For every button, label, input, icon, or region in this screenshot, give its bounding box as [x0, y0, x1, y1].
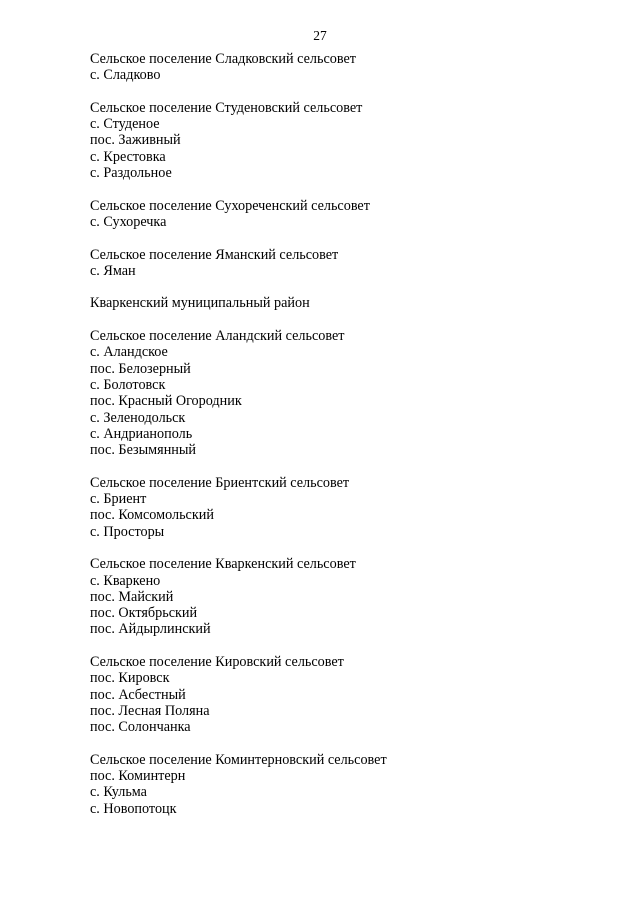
group-heading: Сельское поселение Сухореченский сельсовет — [90, 197, 370, 214]
settlement-item: с. Новопотоцк — [90, 800, 177, 817]
settlement-item: с. Раздольное — [90, 165, 172, 182]
settlement-item: пос. Кировск — [90, 670, 170, 687]
settlement-group — [90, 100, 610, 181]
settlement-group — [90, 295, 610, 311]
settlement-item: пос. Майский — [90, 588, 174, 605]
group-heading: Сельское поселение Коминтерновский сельсовет — [90, 751, 387, 768]
group-heading: Сельское поселение Студеновский сельсовет — [90, 99, 363, 116]
settlement-item: с. Просторы — [90, 523, 165, 540]
settlement-item: с. Крестовка — [90, 148, 166, 165]
settlement-item: с. Зеленодольск — [90, 409, 186, 426]
group-heading: Сельское поселение Сладковский сельсовет — [90, 51, 356, 67]
settlement-item: с. Студеное — [90, 116, 160, 133]
settlement-item: с. Сухоречка — [90, 213, 167, 230]
group-heading: Сельское поселение Кировский сельсовет — [90, 653, 344, 670]
settlement-item: пос. Безымянный — [90, 442, 196, 459]
settlement-item: пос. Коминтерн — [90, 768, 186, 785]
settlement-item: с. Яман — [90, 262, 136, 279]
settlement-group — [90, 328, 610, 458]
settlement-item: с. Кваркено — [90, 572, 161, 589]
settlement-group — [90, 51, 610, 84]
settlement-group — [90, 752, 610, 817]
group-heading: Сельское поселение Бриентский сельсовет — [90, 474, 350, 491]
settlement-item: с. Бриент — [90, 491, 147, 508]
settlement-item: с. Аландское — [90, 344, 168, 361]
group-heading: Кваркенский муниципальный район — [90, 295, 310, 312]
settlement-group — [90, 475, 610, 540]
settlement-item: пос. Красный Огородник — [90, 393, 242, 410]
settlement-item: пос. Лесная Поляна — [90, 702, 210, 719]
settlement-group — [90, 247, 610, 280]
settlement-item: с. Андрианополь — [90, 425, 193, 442]
settlement-item: с. Сладково — [90, 67, 161, 84]
settlement-item: пос. Белозерный — [90, 360, 191, 377]
document-body — [90, 51, 610, 833]
settlement-group — [90, 198, 610, 231]
group-heading: Сельское поселение Кваркенский сельсовет — [90, 556, 356, 573]
settlement-item: пос. Октябрьский — [90, 605, 198, 622]
group-heading: Сельское поселение Яманский сельсовет — [90, 246, 339, 263]
settlement-item: пос. Асбестный — [90, 686, 186, 703]
settlement-item: пос. Комсомольский — [90, 507, 214, 524]
settlement-item: с. Кульма — [90, 784, 147, 801]
settlement-item: пос. Айдырлинский — [90, 621, 211, 638]
group-heading: Сельское поселение Аландский сельсовет — [90, 328, 345, 345]
settlement-item: пос. Заживный — [90, 132, 181, 149]
settlement-group — [90, 556, 610, 637]
settlement-group — [90, 654, 610, 735]
settlement-item: с. Болотовск — [90, 376, 166, 393]
page-number: 27 — [313, 28, 327, 43]
settlement-item: пос. Солончанка — [90, 719, 191, 736]
